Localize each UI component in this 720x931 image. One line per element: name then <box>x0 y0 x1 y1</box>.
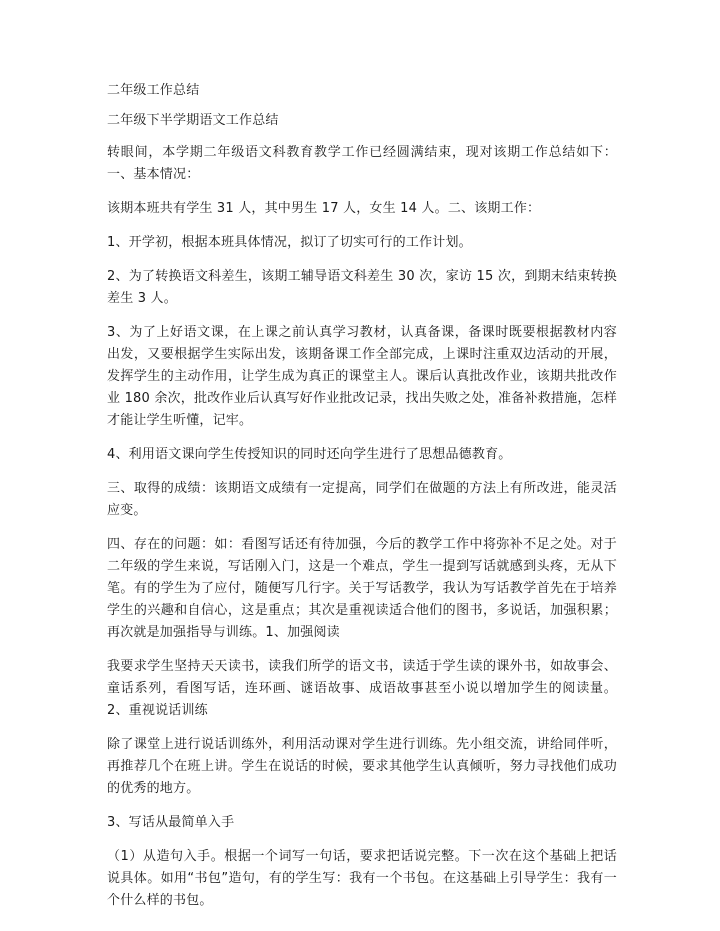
paragraph-student-count: 该期本班共有学生 31 人，其中男生 17 人，女生 14 人。二、该期工作： <box>107 201 541 216</box>
paragraph-sentence-making: （1）从造句入手。根据一个词写一句话，要求把话说完整。下一次在这个基础上把话说具体。如用“书包”造句，有的学生写：我有一个书包。在这基础上引导学生：我有一个什么样的书包。 <box>107 849 617 908</box>
paragraph-writing-heading: 3、写话从最简单入手 <box>107 815 235 830</box>
document-subtitle: 二年级下半学期语文工作总结 <box>107 113 279 128</box>
paragraph-problems: 四、存在的问题：如：看图写话还有待加强，今后的教学工作中将弥补不足之处。对于二年级的学生来说，写话刚入门，这是一个难点，学生一提到写话就感到头疼，无从下笔。有的学生为了应付，随便写几行字。关于写话教学，我认为写话教学首先在于培养学生的兴趣和自信心，这是重点；其次是重视读适合他们的图书，多说话，加强积累；再次就是加强指导与训练。1、加强阅读 <box>107 537 617 640</box>
paragraph-work-plan: 1、开学初，根据本班具体情况，拟订了切实可行的工作计划。 <box>107 235 472 250</box>
paragraph-speaking: 除了课堂上进行说话训练外，利用活动课对学生进行训练。先小组交流，讲给同伴听，再推荐几个在班上讲。学生在说话的时候，要求其他学生认真倾听，努力寻找他们成功的优秀的地方。 <box>107 737 617 796</box>
paragraph-remedial: 2、为了转换语文科差生，该期工辅导语文科差生 30 次，家访 15 次，到期末结束转换差生 3 人。 <box>107 269 617 306</box>
paragraph-moral-education: 4、利用语文课向学生传授知识的同时还向学生进行了思想品德教育。 <box>107 447 512 462</box>
paragraph-achievements: 三、取得的成绩：该期语文成绩有一定提高，同学们在做题的方法上有所改进，能灵活应变。 <box>107 481 617 518</box>
paragraph-lesson-prep: 3、为了上好语文课，在上课之前认真学习教材，认真备课，备课时既要根据教材内容出发，又要根据学生实际出发，该期备课工作全部完成，上课时注重双边活动的开展，发挥学生的主动作用，让学生成为真正的课堂主人。课后认真批改作业，该期共批改作业 180 余次，批改作业后认真写好作业批改记录，找出失败之处，准备补救措施，怎样才能让学生听懂，记牢。 <box>107 325 617 428</box>
document-title: 二年级工作总结 <box>107 83 200 98</box>
paragraph-intro: 转眼间，本学期二年级语文科教育教学工作已经圆满结束，现对该期工作总结如下：一、基本情况： <box>107 145 617 182</box>
document-page <box>107 80 617 924</box>
paragraph-reading: 我要求学生坚持天天读书，读我们所学的语文书，读适于学生读的课外书，如故事会、童话系列，看图写话，连环画、谜语故事、成语故事甚至小说以增加学生的阅读量。2、重视说话训练 <box>107 659 617 718</box>
